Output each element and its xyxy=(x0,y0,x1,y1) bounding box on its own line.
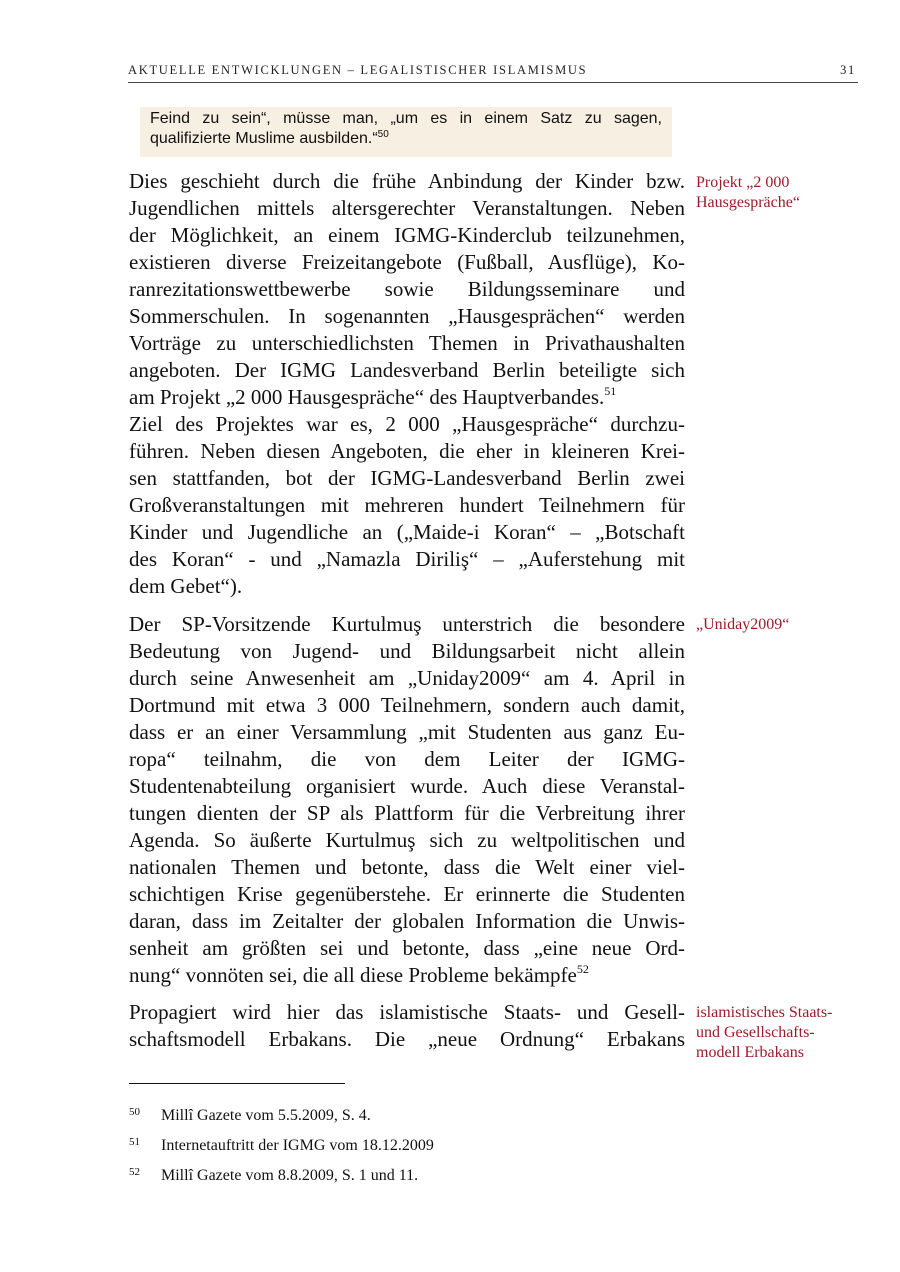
footnote-number: 50 xyxy=(129,1106,140,1118)
margin-note-project xyxy=(696,173,856,213)
text-line: nationalen Themen und betonte, dass die Welt einer viel- xyxy=(129,855,685,879)
quote-box xyxy=(140,107,672,157)
body-paragraph-3 xyxy=(129,999,685,1053)
body-paragraph-2 xyxy=(129,611,685,989)
footnote-separator xyxy=(129,1083,345,1084)
margin-note-uniday xyxy=(696,615,856,635)
text-line: daran, dass im Zeitalter der globalen Information die Unwis- xyxy=(129,909,685,933)
text-line: Großveranstaltungen mit mehreren hundert Teilnehmern für xyxy=(129,493,685,517)
margin-note-line: islamistisches Staats- xyxy=(696,1004,833,1021)
text-line: Kinder und Jugendliche an („Maide-i Koran“ – „Botschaft xyxy=(129,520,685,544)
margin-note-line: „Uniday2009“ xyxy=(696,616,790,633)
running-header xyxy=(128,62,858,83)
text-line: sen stattfanden, bot der IGMG-Landesverband Berlin zwei xyxy=(129,466,685,490)
margin-note-line: Projekt „2 000 xyxy=(696,174,790,191)
quote-line: qualifizierte Muslime ausbilden.“ xyxy=(150,130,378,147)
text-line: schaftsmodell Erbakans. Die „neue Ordnung“ Erbakans xyxy=(129,1027,685,1051)
text-line: Jugendlichen mittels altersgerechter Veranstaltungen. Neben xyxy=(129,196,685,220)
page-number: 31 xyxy=(840,63,856,77)
text-line: schichtigen Krise gegenüberstehe. Er erinnerte die Studenten xyxy=(129,882,685,906)
text-line: Dies geschieht durch die frühe Anbindung der Kinder bzw. xyxy=(129,169,685,193)
text-line: führen. Neben diesen Angeboten, die eher in kleineren Krei- xyxy=(129,439,685,463)
footnote-number: 52 xyxy=(129,1166,140,1178)
body-paragraph-1 xyxy=(129,168,685,600)
text-line: Ziel des Projektes war es, 2 000 „Hausgespräche“ durchzu- xyxy=(129,412,685,436)
footnote-text: Internetauftritt der IGMG vom 18.12.2009 xyxy=(161,1137,434,1154)
text-line: angeboten. Der IGMG Landesverband Berlin beteiligte sich xyxy=(129,358,685,382)
footnote-ref[interactable]: 51 xyxy=(604,384,617,398)
margin-note-line: und Gesellschafts- xyxy=(696,1024,815,1041)
text-line: des Koran“ - und „Namazla Diriliş“ – „Auferstehung mit xyxy=(129,547,685,571)
footnote-text: Millî Gazete vom 8.8.2009, S. 1 und 11. xyxy=(161,1167,419,1184)
footnote-ref[interactable]: 52 xyxy=(576,962,589,976)
margin-note-line: modell Erbakans xyxy=(696,1044,804,1061)
text-line: senheit am größten sei und betonte, dass „eine neue Ord- xyxy=(129,936,685,960)
text-line: Sommerschulen. In sogenannten „Hausgesprächen“ werden xyxy=(129,304,685,328)
running-title: AKTUELLE ENTWICKLUNGEN – LEGALISTISCHER ISLAMISMUS xyxy=(128,63,588,77)
text-line: Studentenabteilung organisiert wurde. Auch diese Veranstal- xyxy=(129,774,685,798)
text-line: nung“ vonnöten sei, die all diese Probleme bekämpfe$^{52}$ xyxy=(129,962,589,987)
footnote-ref[interactable]: 50 xyxy=(377,129,389,140)
text-line: dem Gebet“). xyxy=(129,574,243,598)
text-line: am Projekt „2 000 Hausgespräche“ des Hauptverbandes.$^{51}$ xyxy=(129,384,617,409)
footnote-number: 51 xyxy=(129,1136,140,1148)
footnote-text: Millî Gazete vom 5.5.2009, S. 4. xyxy=(161,1107,371,1124)
text-line: existieren diverse Freizeitangebote (Fußball, Ausflüge), Ko- xyxy=(129,250,685,274)
text-line: Bedeutung von Jugend- und Bildungsarbeit nicht allein xyxy=(129,639,685,663)
text-line: der Möglichkeit, an einem IGMG-Kinderclub teilzunehmen, xyxy=(129,223,685,247)
text-line: tungen dienten der SP als Plattform für die Verbreitung ihrer xyxy=(129,801,685,825)
margin-note-line: Hausgespräche“ xyxy=(696,194,800,211)
quote-line: Feind zu sein“, müsse man, „um es in einem Satz zu sagen, xyxy=(150,110,662,127)
text-line: Der SP-Vorsitzende Kurtulmuş unterstrich die besondere xyxy=(129,612,685,636)
text-line: dass er an einer Versammlung „mit Studenten aus ganz Eu- xyxy=(129,720,685,744)
text-line: Agenda. So äußerte Kurtulmuş sich zu weltpolitischen und xyxy=(129,828,685,852)
text-line: ranrezitationswettbewerbe sowie Bildungsseminare und xyxy=(129,277,685,301)
text-line: ropa“ teilnahm, die von dem Leiter der IGMG- xyxy=(129,747,685,771)
margin-note-staatsmodell xyxy=(696,1003,856,1063)
text-line: Propagiert wird hier das islamistische Staats- und Gesell- xyxy=(129,1000,685,1024)
text-line: durch seine Anwesenheit am „Uniday2009“ am 4. April in xyxy=(129,666,685,690)
text-line: Vorträge zu unterschiedlichsten Themen in Privathaushalten xyxy=(129,331,685,355)
text-line: Dortmund mit etwa 3 000 Teilnehmern, sondern auch damit, xyxy=(129,693,685,717)
